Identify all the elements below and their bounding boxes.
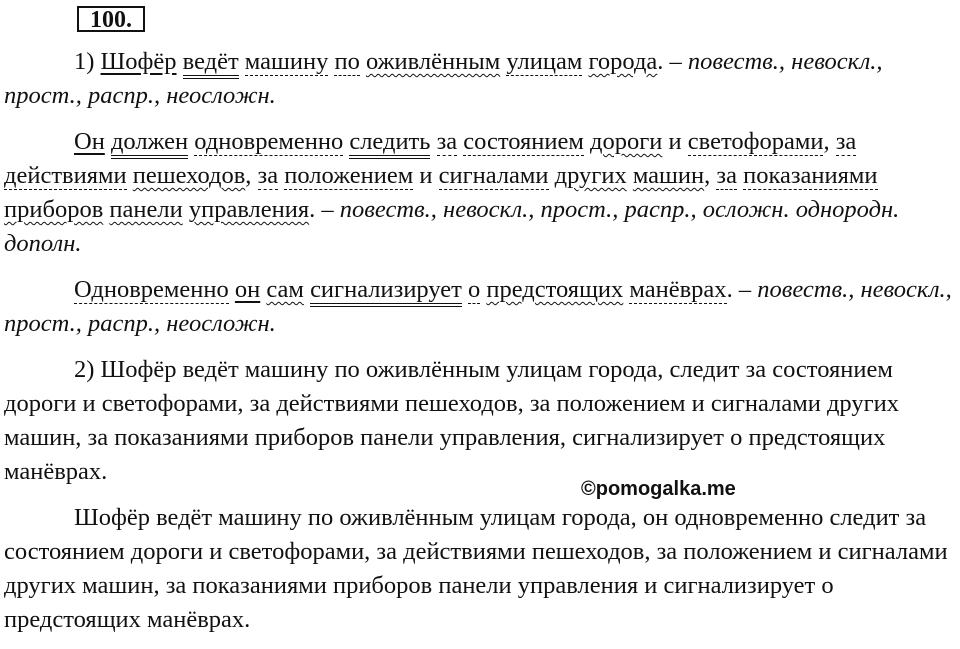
punct: . – [726, 276, 758, 303]
punct: . – [309, 196, 340, 223]
word: Одновременно [74, 276, 229, 303]
word: пешеходов [132, 162, 246, 189]
paragraph-2-1: 2) Шофёр ведёт машину по оживлённым улицам города, следит за состоянием дороги и светофорами, за действиями пешеходов, за положением и сигналами других машин, за показаниями приборов панели управления, сигнализирует о предстоящих манёврах. [4, 356, 900, 485]
word: должен [111, 128, 188, 159]
word: за [835, 128, 857, 155]
word: ведёт [183, 48, 239, 79]
word: сигнализирует [310, 276, 462, 307]
word: о [468, 276, 481, 303]
word: по [334, 48, 360, 75]
word: Он [74, 128, 105, 155]
analysis-note: повеств., невоскл., прост., распр., неосложн. [4, 276, 952, 337]
word: показаниями [743, 162, 878, 189]
word: и [668, 128, 682, 155]
word: улицам [506, 48, 583, 75]
word: машин [632, 162, 705, 189]
word: за [436, 128, 458, 155]
word: светофорами [687, 128, 824, 155]
exercise-content [4, 45, 954, 649]
word: приборов [4, 196, 104, 223]
word: оживлённым [365, 48, 501, 75]
word: сам [266, 276, 304, 303]
word: и [419, 162, 433, 189]
sentence-3 [4, 273, 954, 341]
paragraph-2-2: Шофёр ведёт машину по оживлённым улицам города, он одновременно следит за состоянием дороги и светофорами, за действиями пешеходов, за положением и сигналами других машин, за показаниями приборов панели управления и сигнализирует о предстоящих манёврах. [4, 504, 948, 633]
analysis-note: повеств., невоскл., прост., распр., неосложн. [4, 48, 883, 109]
word: состоянием [463, 128, 584, 155]
word: Шофёр [100, 48, 177, 75]
sentence-1 [4, 45, 954, 113]
word: следить [349, 128, 430, 159]
word: других [554, 162, 627, 189]
word: манёврах [629, 276, 727, 303]
word: города [588, 48, 658, 75]
sentence-2: Он должен одновременно следить за состоянием дороги и светофорами, за действиями пешеходов, за положением и сигналами других машин, за показаниями приборов панели управления. – повеств., невоскл., прост., распр., осложн. однородн. дополн. [4, 128, 900, 257]
word: сигналами [438, 162, 549, 189]
word: одновременно [194, 128, 344, 155]
watermark: ©pomogalka.me [581, 478, 736, 500]
word: панели [109, 196, 183, 223]
word: управления [188, 196, 310, 223]
word: за [716, 162, 737, 189]
item-marker: 1) [74, 48, 101, 75]
analysis-note: повеств., невоскл., прост., распр., осложн. однородн. дополн. [4, 196, 900, 257]
word: машину [244, 48, 329, 75]
word: дороги [590, 128, 663, 155]
exercise-number: 100. [77, 6, 145, 32]
word: за [257, 162, 279, 189]
word: предстоящих [486, 276, 624, 303]
word: он [234, 276, 261, 303]
punct: . – [657, 48, 688, 75]
word: действиями [4, 162, 127, 189]
word: положением [284, 162, 414, 189]
